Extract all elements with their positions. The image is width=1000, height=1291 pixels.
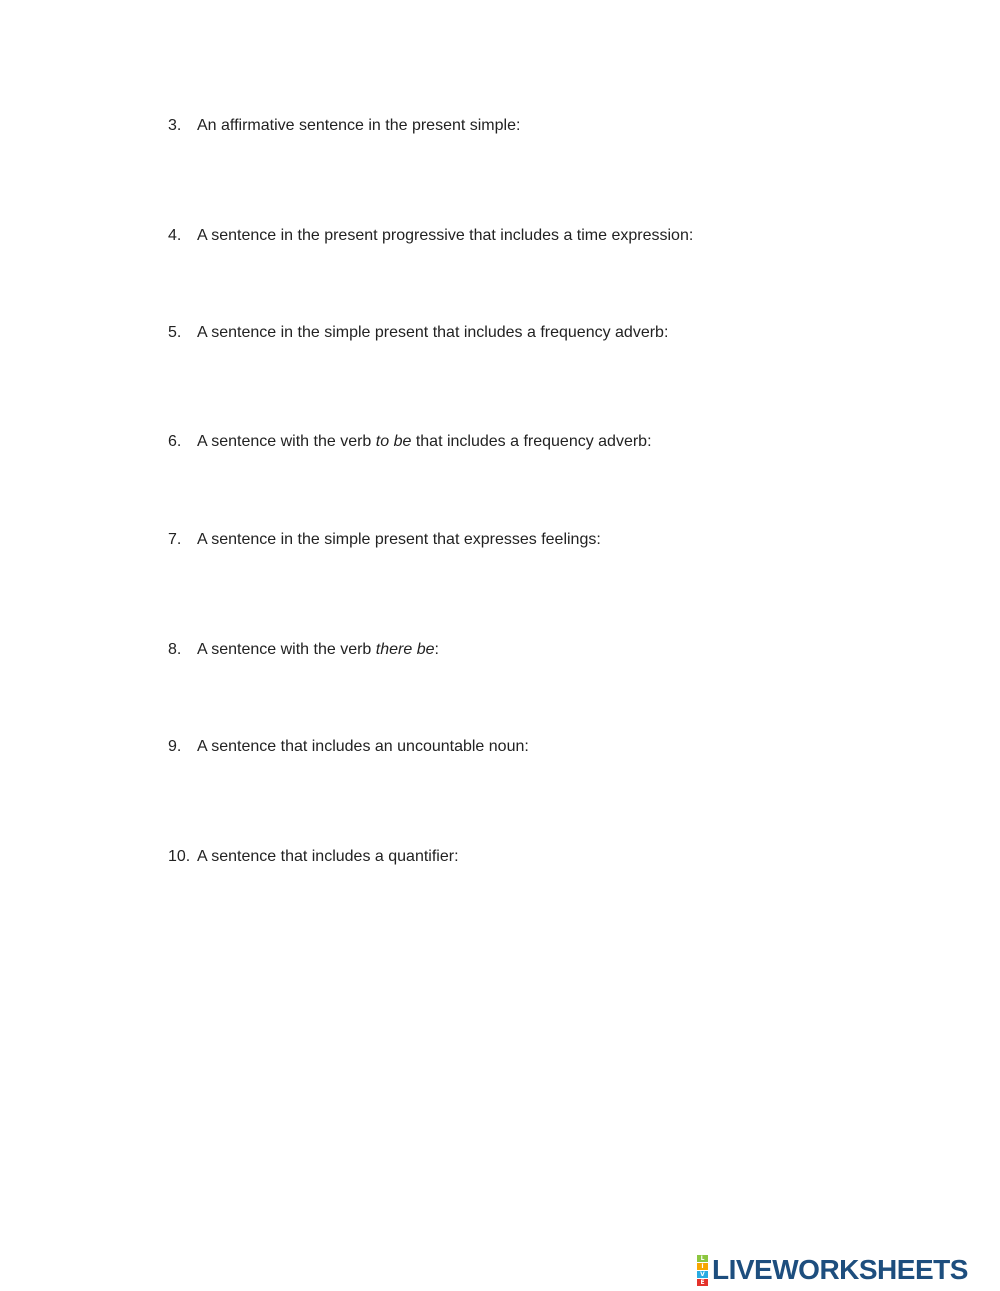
question-number: 7. (168, 531, 182, 548)
question-text-italic: to be (375, 433, 412, 450)
question-text: A sentence that includes an uncountable noun: (197, 738, 529, 755)
question-text: A sentence in the simple present that expresses feelings: (197, 531, 601, 548)
question-text: : (434, 641, 439, 658)
question-4 (168, 226, 693, 246)
question-text: that includes a frequency adverb: (411, 433, 652, 450)
question-text: A sentence with the verb (197, 641, 376, 658)
question-number: 3. (168, 117, 182, 134)
question-number: 8. (168, 641, 182, 658)
logo-tile-i: I (697, 1263, 708, 1270)
question-10 (168, 847, 459, 867)
question-text: A sentence that includes a quantifier: (197, 848, 459, 865)
question-6 (168, 432, 652, 452)
question-7 (168, 530, 601, 550)
question-9 (168, 737, 529, 757)
logo-tile-v: V (697, 1271, 708, 1278)
question-text: A sentence in the present progressive that includes a time expression: (197, 227, 694, 244)
question-number: 10. (168, 848, 191, 865)
question-3 (168, 116, 520, 136)
question-number: 6. (168, 433, 182, 450)
question-5 (168, 323, 668, 343)
question-text: An affirmative sentence in the present simple: (197, 117, 521, 134)
logo-tile-l: L (697, 1255, 708, 1262)
question-text: A sentence with the verb (197, 433, 376, 450)
logo-text: LIVEWORKSHEETS (712, 1254, 968, 1285)
question-number: 9. (168, 738, 182, 755)
question-text: A sentence in the simple present that includes a frequency adverb: (197, 324, 669, 341)
question-number: 4. (168, 227, 182, 244)
question-number: 5. (168, 324, 182, 341)
logo-tiles-icon (697, 1255, 708, 1286)
question-text-italic: there be (375, 641, 435, 658)
liveworksheets-logo (697, 1254, 968, 1286)
logo-tile-e: E (697, 1279, 708, 1286)
question-8 (168, 640, 439, 660)
